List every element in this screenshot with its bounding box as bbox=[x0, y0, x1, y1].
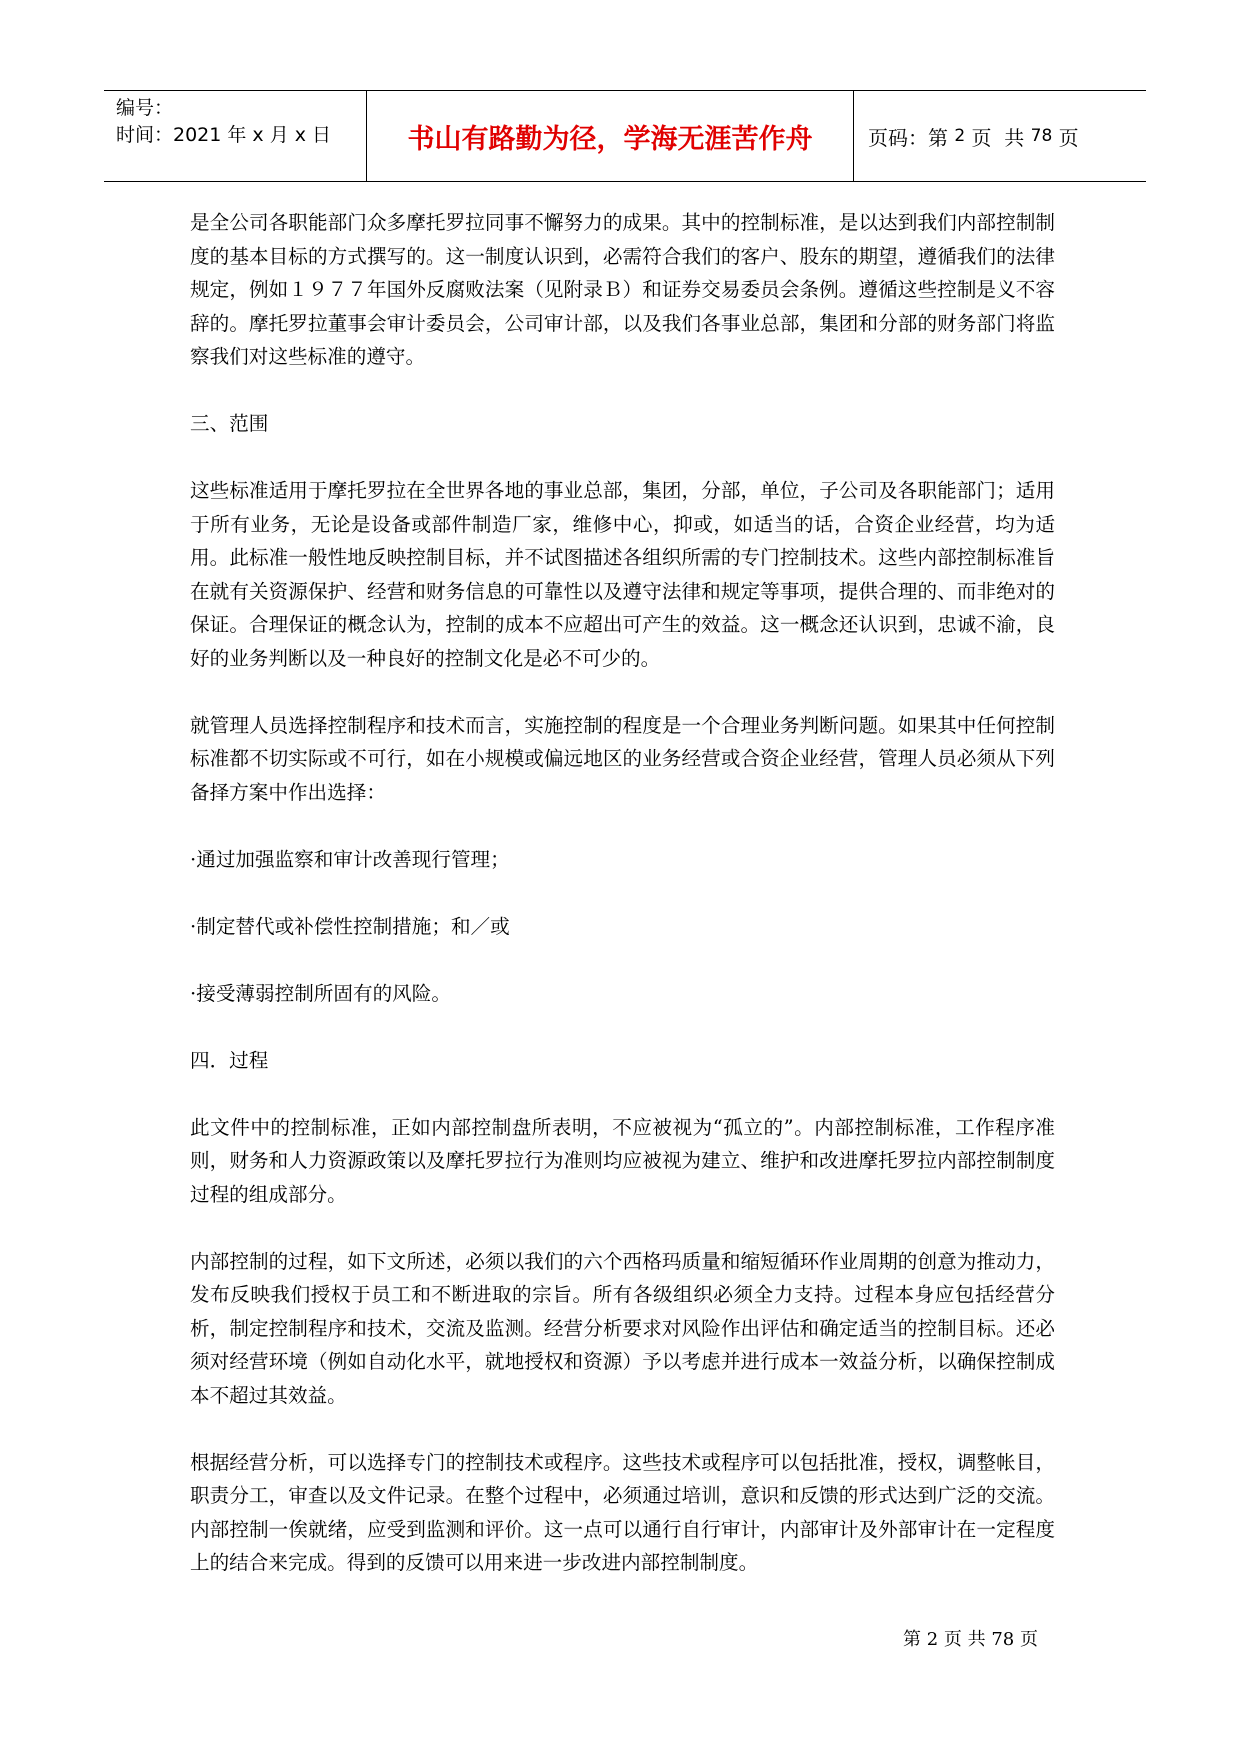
paragraph: 根据经营分析，可以选择专门的控制技术或程序。这些技术或程序可以包括批准，授权，调整帐目，职责分工，审查以及文件记录。在整个过程中，必须通过培训，意识和反馈的形式达到广泛的交流。内部控制一俟就绪，应受到监测和评价。这一点可以通行自行审计，内部审计及外部审计在一定程度上的结合来完成。得到的反馈可以用来进一步改进内部控制制度。 bbox=[190, 1450, 1055, 1574]
bullet-item: ·接受薄弱控制所固有的风险。 bbox=[190, 981, 451, 1005]
page-suffix: 页 bbox=[1052, 125, 1079, 150]
page-header bbox=[104, 90, 1146, 182]
paragraph: 是全公司各职能部门众多摩托罗拉同事不懈努力的成果。其中的控制标准，是以达到我们内部控制制度的基本目标的方式撰写的。这一制度认识到，必需符合我们的客户、股东的期望，遵循我们的法律规定，例如１９７７年国外反腐败法案（见附录Ｂ）和证券交易委员会条例。遵循这些控制是义不容辞的。摩托罗拉董事会审计委员会，公司审计部，以及我们各事业总部，集团和分部的财务部门将监察我们对这些标准的遵守。 bbox=[190, 211, 1055, 368]
page-footer: 第 2 页 共 78 页 bbox=[903, 1629, 1038, 1650]
paragraph: 就管理人员选择控制程序和技术而言，实施控制的程度是一个合理业务判断问题。如果其中任何控制标准都不切实际或不可行，如在小规模或偏远地区的业务经营或合资企业经营，管理人员必须从下列备择方案中作出选择： bbox=[190, 713, 1055, 804]
time-label: 时间：2021 年 x 月 x 日 bbox=[116, 124, 332, 146]
section-heading-scope: 三、范围 bbox=[190, 412, 269, 435]
page-mid: 页 共 bbox=[965, 125, 1031, 150]
page-total: 78 bbox=[1030, 126, 1053, 146]
number-label: 编号： bbox=[116, 97, 174, 119]
header-meta-cell bbox=[104, 91, 367, 181]
paragraph: 内部控制的过程，如下文所述，必须以我们的六个西格玛质量和缩短循环作业周期的创意为推动力，发布反映我们授权于员工和不断进取的宗旨。所有各级组织必须全力支持。过程本身应包括经营分析，制定控制程序和技术，交流及监测。经营分析要求对风险作出评估和确定适当的控制目标。还必须对经营环境（例如自动化水平，就地授权和资源）予以考虑并进行成本一效益分析，以确保控制成本不超过其效益。 bbox=[190, 1249, 1055, 1407]
page-number: 2 bbox=[954, 126, 966, 146]
bullet-item: ·通过加强监察和审计改善现行管理； bbox=[190, 847, 510, 871]
section-heading-process: 四．过程 bbox=[190, 1048, 269, 1072]
page-prefix: 页码：第 bbox=[868, 125, 955, 150]
paragraph: 这些标准适用于摩托罗拉在全世界各地的事业总部，集团，分部，单位，子公司及各职能部门；适用于所有业务，无论是设备或部件制造厂家，维修中心，抑或，如适当的话，合资企业经营，均为适用。此标准一般性地反映控制目标，并不试图描述各组织所需的专门控制技术。这些内部控制标准旨在就有关资源保护、经营和财务信息的可靠性以及遵守法律和规定等事项，提供合理的、而非绝对的保证。合理保证的概念认为，控制的成本不应超出可产生的效益。这一概念还认识到，忠诚不渝，良好的业务判断以及一种良好的控制文化是必不可少的。 bbox=[190, 479, 1055, 670]
bullet-item: ·制定替代或补偿性控制措施；和／或 bbox=[190, 914, 510, 938]
document-body bbox=[190, 206, 1055, 1613]
header-page-info bbox=[854, 91, 1146, 181]
header-motto: 书山有路勤为径，学海无涯苦作舟 bbox=[367, 91, 854, 181]
paragraph: 此文件中的控制标准，正如内部控制盘所表明，不应被视为“孤立的”。内部控制标准，工作程序准则，财务和人力资源政策以及摩托罗拉行为准则均应被视为建立、维护和改进摩托罗拉内部控制制度过程的组成部分。 bbox=[190, 1115, 1055, 1206]
